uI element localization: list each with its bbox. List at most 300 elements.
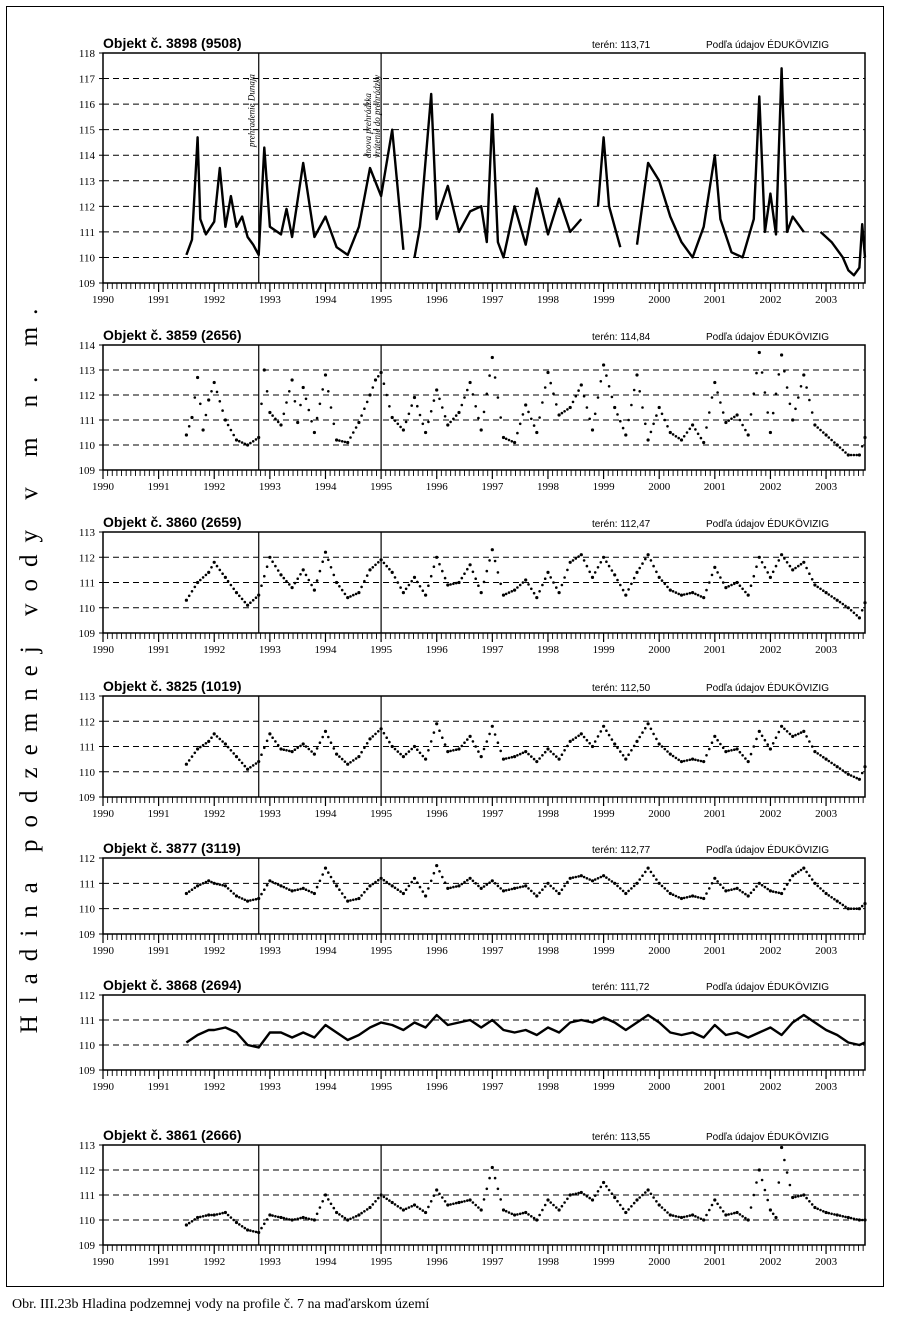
trace-dot <box>789 733 792 736</box>
trace-dot <box>575 395 578 398</box>
trace-dot <box>616 747 619 750</box>
trace-dot <box>739 1213 742 1216</box>
data-point <box>279 884 282 887</box>
data-point <box>435 1188 438 1191</box>
trace-dot <box>452 886 455 889</box>
trace-dot <box>372 735 375 738</box>
trace-dot <box>805 567 808 570</box>
trace-dot <box>650 1193 653 1196</box>
data-point <box>858 907 861 910</box>
data-point <box>380 371 383 374</box>
trace-dot <box>819 588 822 591</box>
data-point <box>502 436 505 439</box>
trace-dot <box>727 750 730 753</box>
data-point <box>591 576 594 579</box>
trace-dot <box>449 887 452 890</box>
trace-dot <box>294 748 297 751</box>
y-tick-label: 112 <box>78 201 95 214</box>
trace-dot <box>672 433 675 436</box>
trace-dot <box>839 767 842 770</box>
x-tick-label: 1994 <box>314 644 337 656</box>
trace-dot <box>277 1216 280 1219</box>
data-point <box>635 740 638 743</box>
x-tick-label: 2000 <box>648 1256 671 1268</box>
trace-dot <box>349 761 352 764</box>
data-point <box>758 730 761 733</box>
trace-dot <box>216 565 219 568</box>
trace-dot <box>772 571 775 574</box>
trace-dot <box>383 562 386 565</box>
x-tick-label: 1994 <box>314 294 337 306</box>
data-point <box>813 750 816 753</box>
data-point <box>235 894 238 897</box>
data-point <box>202 428 205 431</box>
trace-dot <box>408 1206 411 1209</box>
x-tick-label: 1995 <box>370 945 393 957</box>
trace-dot <box>750 753 753 756</box>
trace-dot <box>352 899 355 902</box>
trace-dot <box>850 454 853 457</box>
trace-dot <box>483 885 486 888</box>
x-tick-label: 2002 <box>759 945 782 957</box>
y-tick-label: 111 <box>79 741 95 754</box>
trace-dot <box>486 393 489 396</box>
trace-dot <box>363 407 366 410</box>
data-point <box>836 443 839 446</box>
trace-dot <box>333 1207 336 1210</box>
trace-dot <box>689 1214 692 1217</box>
trace-dot <box>733 1212 736 1215</box>
data-point <box>602 874 605 877</box>
data-point <box>268 879 271 882</box>
trace-dot <box>219 883 222 886</box>
trace-dot <box>366 574 369 577</box>
trace-dot <box>341 440 344 443</box>
data-point <box>791 568 794 571</box>
data-point <box>391 416 394 419</box>
trace-dot <box>188 759 191 762</box>
trace-dot <box>630 887 633 890</box>
trace-dot <box>694 895 697 898</box>
trace-dot <box>419 886 422 889</box>
trace-dot <box>627 753 630 756</box>
trace-dot <box>683 760 686 763</box>
x-tick-label: 1999 <box>592 294 615 306</box>
data-point <box>758 556 761 559</box>
y-tick-label: 111 <box>79 1015 95 1027</box>
source-label: Podľa údajov ÉDUKÖVIZIG <box>706 519 829 530</box>
trace-dot <box>466 738 469 741</box>
data-point <box>368 884 371 887</box>
y-tick-label: 109 <box>78 465 95 477</box>
trace-dot <box>372 566 375 569</box>
data-point <box>357 897 360 900</box>
trace-dot <box>772 412 775 415</box>
trace-dot <box>716 571 719 574</box>
data-point <box>524 750 527 753</box>
y-tick-label: 112 <box>78 552 95 565</box>
data-point <box>480 428 483 431</box>
x-tick-label: 2000 <box>648 1081 671 1093</box>
trace-dot <box>305 745 308 748</box>
trace-dot <box>775 565 778 568</box>
teren-label: terén: 112,47 <box>592 519 651 530</box>
data-point <box>813 1206 816 1209</box>
trace-dot <box>566 408 569 411</box>
trace-dot <box>316 1213 319 1216</box>
data-point <box>268 556 271 559</box>
trace-dot <box>430 1200 433 1203</box>
trace-dot <box>739 889 742 892</box>
trace-dot <box>842 603 845 606</box>
trace-dot <box>730 888 733 891</box>
trace-dot <box>441 876 444 879</box>
trace-dot <box>633 745 636 748</box>
trace-dot <box>727 585 730 588</box>
trace-dot <box>285 887 288 890</box>
trace-dot <box>783 370 786 373</box>
trace-dot <box>388 1199 391 1202</box>
x-tick-label: 1998 <box>536 1081 559 1093</box>
trace-dot <box>427 421 430 424</box>
data-point <box>558 892 561 895</box>
data-point <box>747 433 750 436</box>
trace-dot <box>296 1218 299 1221</box>
data-point <box>257 897 260 900</box>
x-tick-label: 1998 <box>536 481 559 493</box>
trace-dot <box>844 771 847 774</box>
x-tick-label: 2000 <box>648 644 671 656</box>
data-point <box>313 753 316 756</box>
trace-dot <box>797 396 800 399</box>
trace-dot <box>252 599 255 602</box>
trace-dot <box>761 561 764 564</box>
trace-dot <box>538 416 541 419</box>
trace-dot <box>739 584 742 587</box>
trace-dot <box>694 759 697 762</box>
trace-dot <box>385 881 388 884</box>
x-tick-label: 1990 <box>92 945 114 957</box>
trace-dot <box>664 748 667 751</box>
data-point <box>825 591 828 594</box>
data-point <box>491 548 494 551</box>
trace-dot <box>705 426 708 429</box>
data-point <box>702 897 705 900</box>
trace-dot <box>622 589 625 592</box>
trace-dot <box>516 586 519 589</box>
trace-dot <box>608 734 611 737</box>
data-point <box>602 556 605 559</box>
data-point <box>435 722 438 725</box>
plot-area <box>103 858 865 934</box>
trace-dot <box>683 435 686 438</box>
trace-dot <box>650 871 653 874</box>
trace-dot <box>463 396 466 399</box>
panel-6 <box>79 977 866 1093</box>
trace-dot <box>366 401 369 404</box>
trace-dot <box>689 895 692 898</box>
trace-dot <box>360 1212 363 1215</box>
trace-dot <box>249 766 252 769</box>
data-point <box>291 378 294 381</box>
teren-label: terén: 112,77 <box>592 845 651 856</box>
trace-dot <box>652 733 655 736</box>
trace-dot <box>605 1185 608 1188</box>
trace-dot <box>611 569 614 572</box>
trace-dot <box>744 591 747 594</box>
y-tick-label: 114 <box>78 150 95 163</box>
trace-dot <box>689 428 692 431</box>
trace-dot <box>511 1213 514 1216</box>
trace-dot <box>296 888 299 891</box>
trace-dot <box>700 595 703 598</box>
trace-dot <box>377 1197 380 1200</box>
trace-dot <box>711 741 714 744</box>
data-point <box>446 750 449 753</box>
trace-dot <box>563 1201 566 1204</box>
trace-dot <box>830 595 833 598</box>
data-point <box>513 887 516 890</box>
trace-dot <box>483 581 486 584</box>
x-tick-label: 2002 <box>759 1256 782 1268</box>
trace-dot <box>388 568 391 571</box>
data-point <box>196 581 199 584</box>
trace-dot <box>861 609 864 612</box>
x-tick-label: 1996 <box>425 644 448 656</box>
trace-dot <box>194 396 197 399</box>
trace-dot <box>194 887 197 890</box>
trace-dot <box>283 1217 286 1220</box>
trace-dot <box>533 892 536 895</box>
trace-dot <box>433 731 436 734</box>
x-tick-label: 1996 <box>425 294 448 306</box>
trace-dot <box>399 586 402 589</box>
x-tick-label: 1996 <box>425 1256 448 1268</box>
trace-dot <box>194 752 197 755</box>
trace-dot <box>416 881 419 884</box>
trace-dot <box>630 583 633 586</box>
data-point <box>713 877 716 880</box>
panel-2 <box>79 327 867 493</box>
trace-dot <box>483 1198 486 1201</box>
data-point <box>368 737 371 740</box>
x-tick-label: 2003 <box>815 808 838 820</box>
trace-dot <box>641 562 644 565</box>
trace-dot <box>711 574 714 577</box>
trace-dot <box>477 1206 480 1209</box>
plot-area <box>103 995 865 1070</box>
panel-title: Objekt č. 3825 (1019) <box>103 678 242 694</box>
trace-dot <box>611 1192 614 1195</box>
trace-dot <box>385 1198 388 1201</box>
x-tick-label: 1999 <box>592 945 615 957</box>
trace-dot <box>316 579 319 582</box>
trace-dot <box>697 433 700 436</box>
y-tick-label: 113 <box>78 365 95 377</box>
trace-dot <box>522 885 525 888</box>
trace-dot <box>741 424 744 427</box>
data-point <box>658 882 661 885</box>
trace-dot <box>505 889 508 892</box>
x-tick-label: 1991 <box>147 481 170 493</box>
data-point <box>535 894 538 897</box>
y-tick-label: 113 <box>78 527 95 539</box>
trace-dot <box>505 1210 508 1213</box>
data-point <box>469 877 472 880</box>
data-point <box>279 747 282 750</box>
x-tick-label: 1994 <box>314 808 337 820</box>
trace-dot <box>755 885 758 888</box>
trace-dot <box>686 1215 689 1218</box>
trace-dot <box>294 1218 297 1221</box>
trace-dot <box>608 878 611 881</box>
trace-dot <box>561 584 564 587</box>
trace-dot <box>549 885 552 888</box>
x-tick-label: 1996 <box>425 808 448 820</box>
trace-dot <box>444 415 447 418</box>
trace-dot <box>641 406 644 409</box>
trace-dot <box>349 595 352 598</box>
trace-dot <box>563 749 566 752</box>
trace-dot <box>227 887 230 890</box>
trace-dot <box>552 392 555 395</box>
trace-dot <box>188 425 191 428</box>
trace-dot <box>410 881 413 884</box>
trace-dot <box>433 872 436 875</box>
trace-dot <box>677 896 680 899</box>
trace-dot <box>394 1203 397 1206</box>
trace-dot <box>822 1210 825 1213</box>
trace-dot <box>244 899 247 902</box>
trace-dot <box>444 577 447 580</box>
trace-dot <box>797 733 800 736</box>
trace-dot <box>672 590 675 593</box>
trace-dot <box>472 393 475 396</box>
data-point <box>858 1218 861 1221</box>
trace-dot <box>597 735 600 738</box>
data-point <box>647 722 650 725</box>
data-point <box>724 750 727 753</box>
trace-dot <box>486 1188 489 1191</box>
trace-dot <box>672 893 675 896</box>
trace-dot <box>338 1213 341 1216</box>
trace-dot <box>644 871 647 874</box>
trace-dot <box>227 580 230 583</box>
trace-dot <box>772 742 775 745</box>
data-point <box>313 1218 316 1221</box>
trace-dot <box>252 1230 255 1233</box>
trace-dot <box>288 1218 291 1221</box>
trace-dot <box>544 577 547 580</box>
data-point <box>235 755 238 758</box>
trace-dot <box>586 406 589 409</box>
data-point <box>357 591 360 594</box>
trace-dot <box>778 559 781 562</box>
trace-dot <box>441 406 444 409</box>
trace-dot <box>677 437 680 440</box>
trace-dot <box>766 888 769 891</box>
trace-dot <box>730 417 733 420</box>
trace-dot <box>319 1206 322 1209</box>
y-tick-label: 112 <box>78 1165 95 1177</box>
trace-dot <box>750 584 753 587</box>
trace-dot <box>488 733 491 736</box>
x-tick-label: 1995 <box>370 808 393 820</box>
trace-dot <box>597 566 600 569</box>
trace-dot <box>755 372 758 375</box>
trace-dot <box>753 392 756 395</box>
x-tick-label: 2001 <box>703 294 726 306</box>
x-tick-label: 2002 <box>759 294 782 306</box>
trace-dot <box>308 409 311 412</box>
trace-dot <box>410 580 413 583</box>
data-point <box>413 1203 416 1206</box>
trace-dot <box>216 391 219 394</box>
trace-dot <box>210 1214 213 1217</box>
data-point <box>313 589 316 592</box>
trace-dot <box>588 878 591 881</box>
trace-dot <box>330 876 333 879</box>
trace-dot <box>600 730 603 733</box>
trace-dot <box>855 1218 858 1221</box>
data-point <box>446 1203 449 1206</box>
trace-dot <box>388 405 391 408</box>
trace-dot <box>722 581 725 584</box>
trace-dot <box>766 1199 769 1202</box>
data-point <box>836 900 839 903</box>
data-point <box>279 573 282 576</box>
trace-dot <box>594 571 597 574</box>
x-tick-label: 1990 <box>92 1256 114 1268</box>
trace-dot <box>244 1227 247 1230</box>
trace-dot <box>430 575 433 578</box>
trace-dot <box>808 874 811 877</box>
trace-dot <box>530 1215 533 1218</box>
trace-dot <box>600 380 603 383</box>
trace-dot <box>783 557 786 560</box>
trace-dot <box>583 395 586 398</box>
trace-dot <box>263 747 266 750</box>
trace-dot <box>497 571 500 574</box>
trace-dot <box>191 755 194 758</box>
trace-dot <box>330 741 333 744</box>
trace-dot <box>383 1196 386 1199</box>
x-tick-label: 1995 <box>370 1081 393 1093</box>
trace-dot <box>516 887 519 890</box>
trace-dot <box>555 403 558 406</box>
data-point <box>279 1216 282 1219</box>
trace-dot <box>305 888 308 891</box>
data-point <box>296 421 299 424</box>
data-point <box>535 760 538 763</box>
data-point <box>602 363 605 366</box>
data-point <box>380 727 383 730</box>
trace-dot <box>344 441 347 444</box>
trace-dot <box>753 888 756 891</box>
trace-dot <box>563 885 566 888</box>
trace-dot <box>394 576 397 579</box>
trace-dot <box>499 416 502 419</box>
data-point <box>302 386 305 389</box>
trace-dot <box>808 1200 811 1203</box>
data-point <box>424 594 427 597</box>
trace-dot <box>285 1218 288 1221</box>
data-point <box>413 396 416 399</box>
trace-dot <box>611 396 614 399</box>
trace-dot <box>683 897 686 900</box>
trace-dot <box>575 1193 578 1196</box>
data-point <box>335 884 338 887</box>
